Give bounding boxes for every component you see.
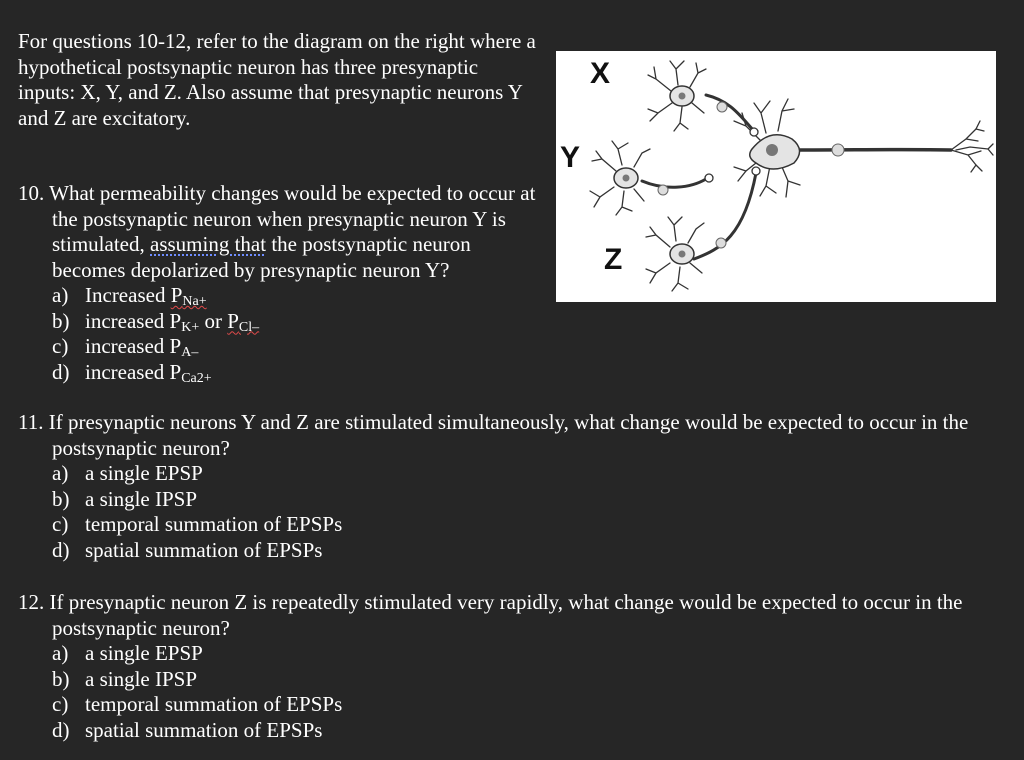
question-10 bbox=[18, 181, 548, 385]
postsynaptic-nucleus bbox=[766, 144, 778, 156]
option-b bbox=[52, 309, 548, 335]
option-letter: d) bbox=[52, 537, 70, 562]
question-12-stem: 12. If presynaptic neuron Z is repeatedly stimulated very rapidly, what change would be expected to occur in the postsynaptic neuron? bbox=[18, 590, 963, 640]
spell-flagged-term bbox=[171, 283, 207, 307]
question-12-options bbox=[18, 641, 1008, 743]
label-z: Z bbox=[604, 243, 623, 276]
axon-y bbox=[642, 179, 706, 187]
option-text: increased P bbox=[85, 334, 182, 358]
option-text: temporal summation of EPSPs bbox=[85, 692, 343, 716]
ion-subscript: K+ bbox=[181, 319, 200, 335]
option-letter: b) bbox=[52, 666, 70, 691]
option-letter: c) bbox=[52, 512, 69, 536]
grammar-flagged-phrase: assuming that bbox=[150, 232, 267, 256]
axon-x bbox=[706, 95, 754, 131]
neuron-y-nucleus bbox=[623, 175, 630, 182]
option-letter: b) bbox=[52, 486, 70, 511]
option-text: P bbox=[227, 308, 239, 333]
option-d bbox=[52, 538, 1008, 564]
option-text: spatial summation of EPSPs bbox=[85, 717, 323, 742]
label-y: Y bbox=[560, 141, 581, 174]
option-a bbox=[52, 461, 1008, 487]
myelin-node bbox=[717, 102, 727, 112]
option-b bbox=[52, 667, 1008, 693]
option-text: a single EPSP bbox=[85, 641, 203, 665]
synapse-z bbox=[752, 167, 760, 175]
question-11-options bbox=[18, 461, 1008, 563]
option-text: a single IPSP bbox=[85, 486, 198, 511]
option-letter: c) bbox=[52, 334, 69, 358]
option-a bbox=[52, 641, 1008, 667]
ion-subscript: Cl– bbox=[238, 319, 260, 335]
neuron-x-nucleus bbox=[679, 93, 686, 100]
synapse-y bbox=[705, 174, 713, 182]
option-text: increased P bbox=[85, 359, 182, 384]
question-11 bbox=[18, 410, 1008, 563]
option-text: P bbox=[170, 283, 183, 307]
option-d bbox=[52, 718, 1008, 744]
option-letter: b) bbox=[52, 308, 70, 333]
myelin-node bbox=[716, 238, 726, 248]
option-d bbox=[52, 360, 548, 386]
question-10-stem-part: 10. What permeability changes would be expected to occur at the postsynaptic neuron when presynaptic neuron Y is stimulated, bbox=[18, 181, 536, 256]
ion-subscript: A– bbox=[181, 345, 199, 360]
ion-subscript: Na+ bbox=[182, 294, 207, 309]
question-11-stem: 11. If presynaptic neurons Y and Z are stimulated simultaneously, what change would be expected to occur in the postsynaptic neuron? bbox=[18, 410, 969, 460]
option-c bbox=[52, 692, 1008, 718]
option-letter: a) bbox=[52, 641, 69, 665]
option-letter: c) bbox=[52, 692, 69, 716]
option-b bbox=[52, 487, 1008, 513]
question-10-stem-part: the postsynaptic neuron becomes depolarized by presynaptic neuron Y? bbox=[52, 232, 471, 282]
spell-flagged-term bbox=[227, 309, 259, 333]
option-letter: a) bbox=[52, 461, 69, 485]
neuron-diagram-svg bbox=[556, 51, 996, 302]
option-text: Increased bbox=[85, 283, 171, 307]
label-x: X bbox=[590, 57, 611, 90]
question-10-stem bbox=[18, 181, 548, 283]
myelin-node bbox=[658, 185, 668, 195]
question-10-options bbox=[18, 283, 548, 385]
neuron-z-nucleus bbox=[679, 251, 686, 258]
option-letter: d) bbox=[52, 717, 70, 742]
option-text: increased P bbox=[85, 308, 182, 333]
synapse-x bbox=[750, 128, 758, 136]
option-c bbox=[52, 334, 548, 360]
intro-paragraph: For questions 10-12, refer to the diagram on the right where a hypothetical postsynaptic neuron has three presynaptic inputs: X, Y, and Z. Also assume that presynaptic neurons Y and Z are excitatory. bbox=[18, 29, 536, 130]
option-text: spatial summation of EPSPs bbox=[85, 537, 323, 562]
option-a bbox=[52, 283, 548, 309]
neuron-diagram bbox=[556, 51, 996, 302]
option-text: temporal summation of EPSPs bbox=[85, 512, 343, 536]
option-text: a single IPSP bbox=[85, 666, 198, 691]
myelin-node bbox=[832, 144, 844, 156]
option-text: a single EPSP bbox=[85, 461, 203, 485]
ion-subscript: Ca2+ bbox=[181, 370, 212, 386]
option-text: or bbox=[199, 308, 228, 333]
option-letter: a) bbox=[52, 283, 69, 307]
option-letter: d) bbox=[52, 359, 70, 384]
question-12 bbox=[18, 590, 1008, 743]
option-c bbox=[52, 512, 1008, 538]
axon-terminal-branches bbox=[951, 121, 993, 172]
